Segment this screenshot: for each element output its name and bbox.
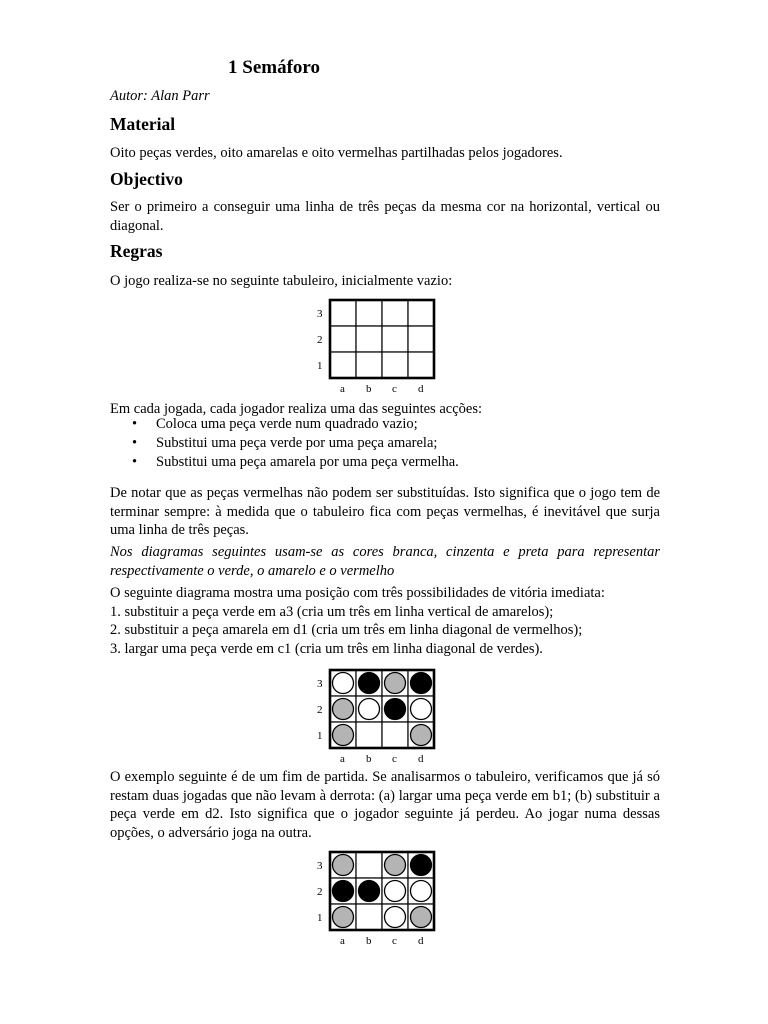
row-label: 2 [317,704,323,716]
objective-heading: Objectivo [110,169,183,189]
endgame-board-diagram [310,850,450,946]
list-item: • Substitui uma peça amarela por uma peça vermelha. [110,453,660,472]
winning-chances-board-diagram [310,668,450,764]
column-label: c [392,753,397,765]
piece-yellow [411,725,432,746]
row-label: 1 [317,912,323,924]
column-label: b [366,383,372,395]
piece-green [385,881,406,902]
board-cell [356,300,382,326]
piece-yellow [333,725,354,746]
piece-red [411,855,432,876]
winning-chances-board-svg [310,668,450,764]
list-item: • Coloca uma peça verde num quadrado vazio; [110,415,660,434]
piece-yellow [333,907,354,928]
column-label: b [366,935,372,947]
rules-intro: O jogo realiza-se no seguinte tabuleiro, inicialmente vazio: [110,273,453,289]
column-label: a [340,383,345,395]
board-cell [356,722,382,748]
row-label: 1 [317,360,323,372]
rules-heading: Regras [110,241,163,261]
page-title: 1 Semáforo [228,57,320,78]
author: Autor: Alan Parr [110,88,210,104]
piece-red [411,673,432,694]
piece-green [359,699,380,720]
piece-green [385,907,406,928]
board-cell [356,852,382,878]
column-label: d [418,935,424,947]
piece-yellow [385,673,406,694]
piece-green [333,673,354,694]
material-text: Oito peças verdes, oito amarelas e oito vermelhas partilhadas pelos jogadores. [110,145,563,161]
example1-line: O seguinte diagrama mostra uma posição com três possibilidades de vitória imediata: [110,585,605,601]
piece-yellow [333,699,354,720]
board-cell [330,300,356,326]
rules-note: De notar que as peças vermelhas não podem ser substituídas. Isto significa que o jogo tem de terminar sempre: à medida que o tabuleiro fica com peças vermelhas, é inevitável que surja uma linha de três peças. [110,485,660,538]
color-legend: Nos diagramas seguintes usam-se as cores branca, cinzenta e preta para representar respectivamente o verde, o amarelo e o vermelho [110,544,660,579]
piece-red [359,881,380,902]
board-cell [382,326,408,352]
column-label: d [418,753,424,765]
board-cell [382,722,408,748]
list-item: • Substitui uma peça verde por uma peça amarela; [110,434,660,453]
row-label: 1 [317,730,323,742]
objective-text: Ser o primeiro a conseguir uma linha de três peças da mesma cor na horizontal, vertical ou diagonal. [110,199,660,234]
column-label: c [392,383,397,395]
piece-yellow [333,855,354,876]
board-cell [408,352,434,378]
column-label: a [340,753,345,765]
endgame-board-svg [310,850,450,946]
empty-board-svg [310,298,450,394]
example1-line: 3. largar uma peça verde em c1 (cria um três em linha diagonal de verdes). [110,640,543,657]
column-label: c [392,935,397,947]
piece-green [411,699,432,720]
column-label: a [340,935,345,947]
piece-green [411,881,432,902]
board-cell [356,326,382,352]
board-cell [356,352,382,378]
example2-text: O exemplo seguinte é de um fim de partida. Se analisarmos o tabuleiro, verificamos que já só restam duas jogadas que não levam à derrota: (a) largar uma peça verde em b1; (b) substituir a peça verde em d2. Isto significa que o jogador seguinte já perdeu. Ao jogar numa dessas opções, o adversário joga na outra. [110,769,660,841]
material-heading: Material [110,114,176,134]
piece-yellow [385,855,406,876]
row-label: 3 [317,678,323,690]
board-cell [356,904,382,930]
board-cell [382,300,408,326]
row-label: 3 [317,308,323,320]
column-label: d [418,383,424,395]
empty-board-diagram [310,298,450,394]
example1-line: 2. substituir a peça amarela em d1 (cria um três em linha diagonal de vermelhos); [110,622,583,638]
piece-red [333,881,354,902]
row-label: 3 [317,860,323,872]
example1-line: 1. substituir a peça verde em a3 (cria um três em linha vertical de amarelos); [110,603,554,620]
board-cell [408,300,434,326]
example1-text [110,584,660,658]
board-cell [330,352,356,378]
board-cell [382,352,408,378]
column-label: b [366,753,372,765]
board-cell [330,326,356,352]
actions-intro: Em cada jogada, cada jogador realiza uma das seguintes acções: [110,401,482,417]
piece-red [359,673,380,694]
row-label: 2 [317,886,323,898]
actions-list [110,415,660,472]
board-cell [408,326,434,352]
row-label: 2 [317,334,323,346]
piece-yellow [411,907,432,928]
piece-red [385,699,406,720]
